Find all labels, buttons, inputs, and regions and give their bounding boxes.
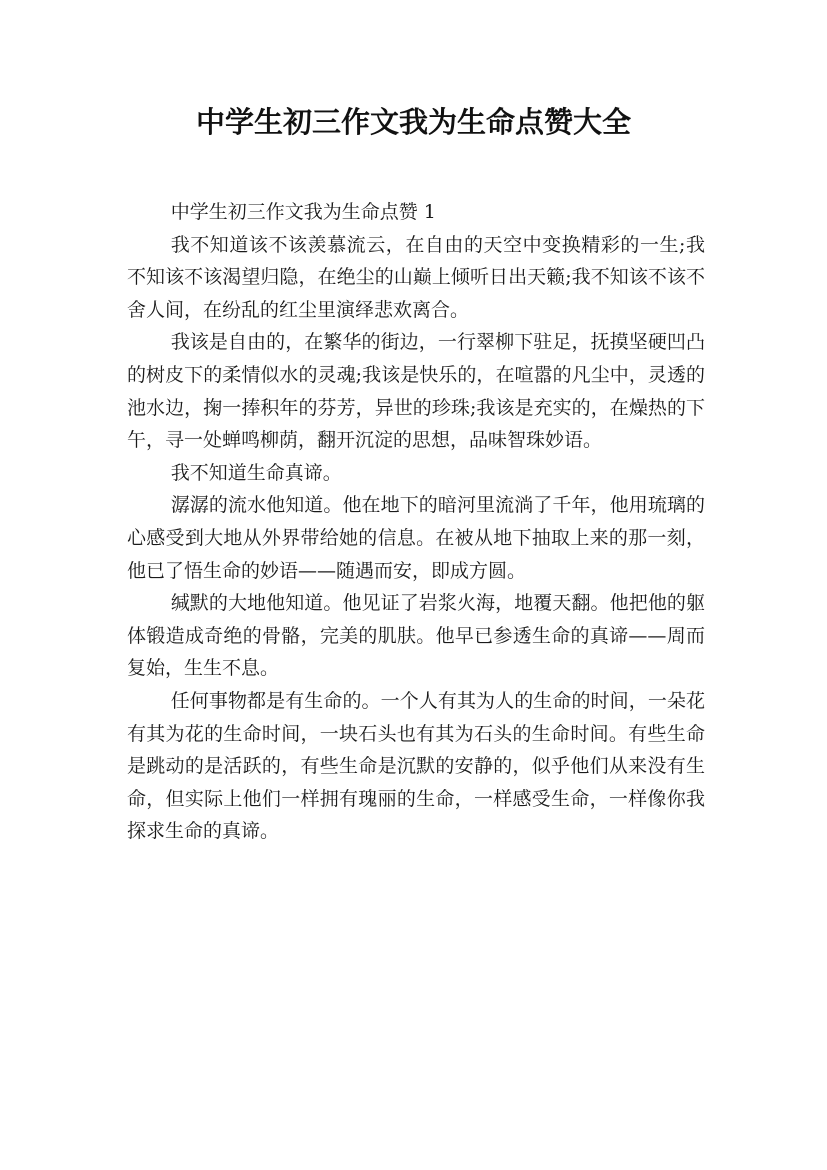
paragraph: 我不知道生命真谛。: [170, 461, 342, 484]
paragraph: 潺潺的流水他知道。他在地下的暗河里流淌了千年，他用琉璃的心感受到大地从外界带给她的信息。在被从地下抽取上来的那一刻，他已了悟生命的妙语——随遇而安，即成方圆。: [127, 494, 705, 582]
paragraph: 我该是自由的，在繁华的街边，一行翠柳下驻足，抚摸坚硬凹凸的树皮下的柔情似水的灵魂;我该是快乐的，在喧嚣的凡尘中，灵透的池水边，掬一捧积年的芬芳，异世的珍珠;我该是充实的，在燥热的下午，寻一处蝉鸣柳荫，翻开沉淀的思想，品味智珠妙语。: [127, 331, 705, 452]
paragraph: 任何事物都是有生命的。一个人有其为人的生命的时间，一朵花有其为花的生命时间，一块石头也有其为石头的生命时间。有些生命是跳动的是活跃的，有些生命是沉默的安静的，似乎他们从来没有生命，但实际上他们一样拥有瑰丽的生命，一样感受生命，一样像你我探求生命的真谛。: [127, 689, 705, 843]
paragraph: 我不知道该不该羡慕流云，在自由的天空中变换精彩的一生;我不知该不该渴望归隐，在绝尘的山巅上倾听日出天籁;我不知该不该不舍人间，在纷乱的红尘里演绎悲欢离合。: [127, 233, 705, 321]
page-title: 中学生初三作文我为生命点赞大全: [195, 105, 631, 139]
document-body: [127, 196, 705, 848]
paragraph: 缄默的大地他知道。他见证了岩浆火海，地覆天翻。他把他的躯体锻造成奇绝的骨骼，完美的肌肤。他早已参透生命的真谛——周而复始，生生不息。: [127, 592, 705, 680]
section-heading: 中学生初三作文我为生命点赞 1: [170, 201, 436, 223]
